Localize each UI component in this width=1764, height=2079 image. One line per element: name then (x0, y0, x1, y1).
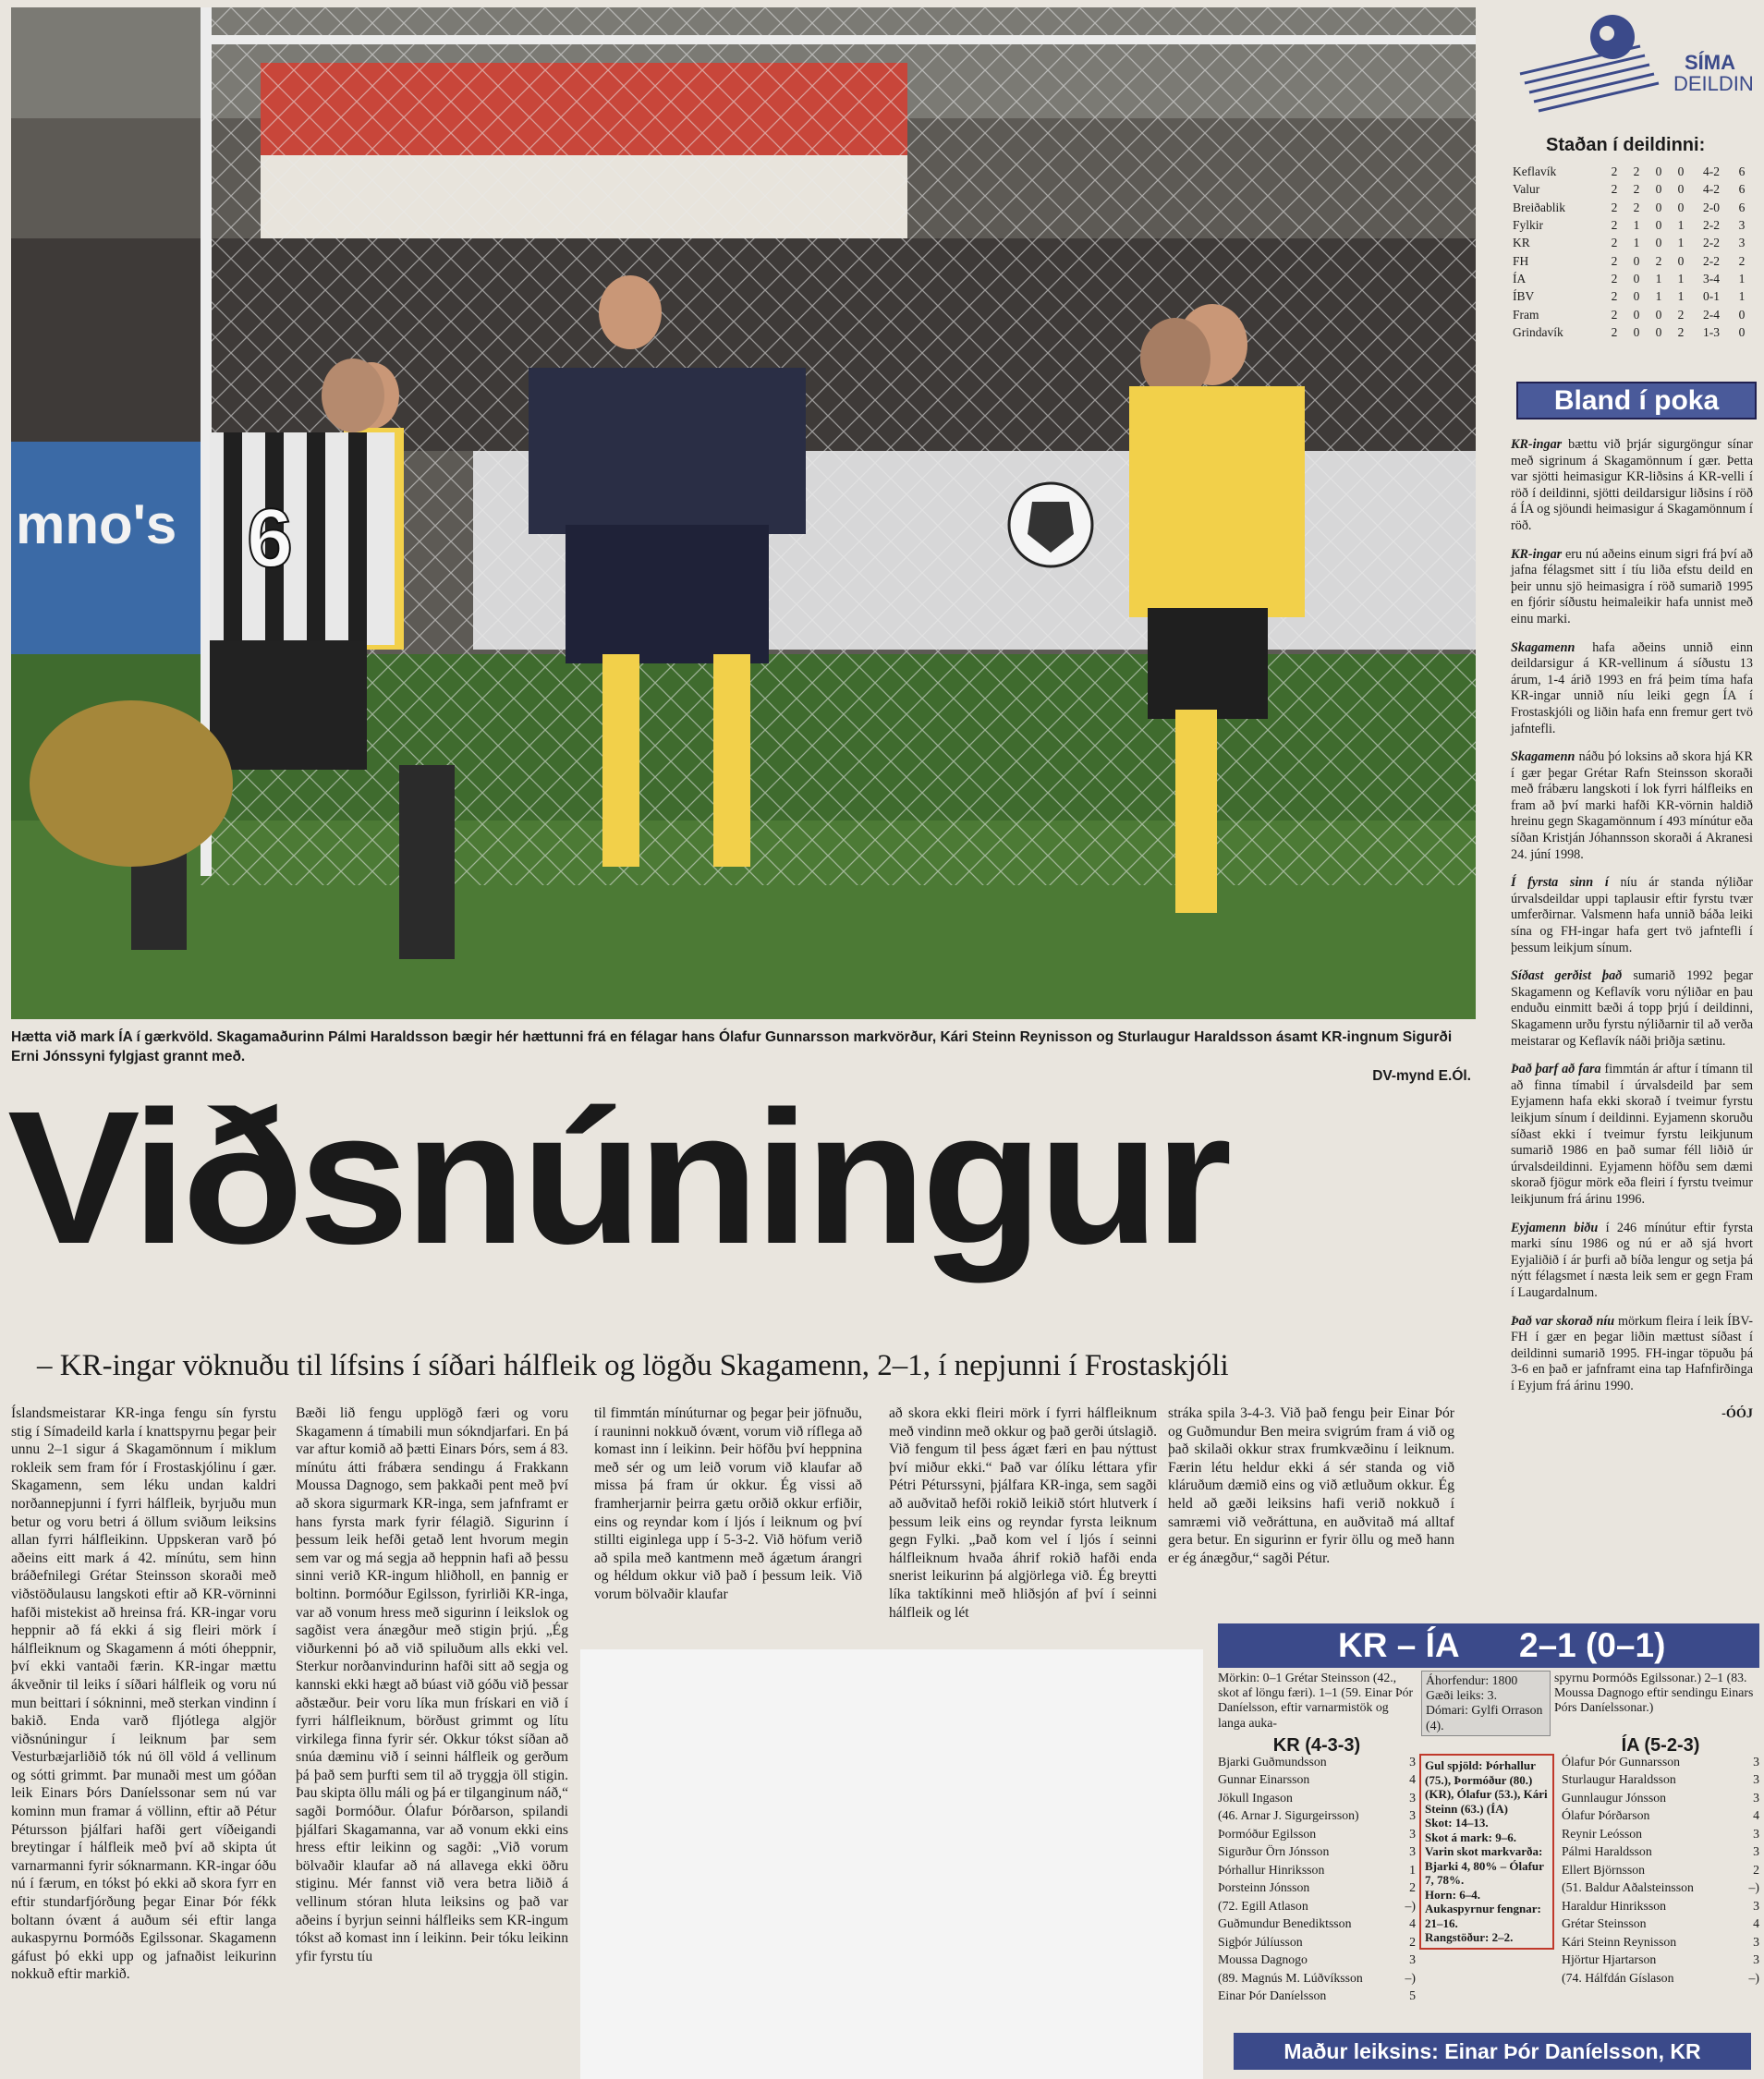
ia-lineup (1562, 1735, 1759, 1988)
logo-line-2: DEILDIN (1673, 72, 1754, 95)
roster-row (1562, 1771, 1759, 1790)
team-name: KR (1513, 236, 1530, 250)
sidebar-note (1511, 437, 1753, 535)
match-box-body (1218, 1671, 1759, 2031)
match-teams: KR – ÍA (1338, 1626, 1460, 1664)
roster-row (1218, 1951, 1416, 1970)
standings-row (1511, 287, 1753, 305)
standings-cell: 2 (1633, 200, 1640, 214)
player-rating: 3 (1409, 1952, 1416, 1967)
roster-row (1562, 1915, 1759, 1934)
subheadline: – KR-ingar vöknuðu til lífsins í síðari hálfleik og lögðu Skagamenn, 2–1, í nepjunni í Frostaskjóli (37, 1349, 1229, 1382)
sidebar-notes (1511, 437, 1753, 1423)
sidebar-note-text: náðu þó loksins að skora hjá KR í gær þegar Grétar Rafn Steinsson skoraði með frábæru langskoti í lok fyrri hálfleiks en fram að því marki hafði KR-vörnin haldið hreinu gegn Skagamönnum í 493 mínútur eða síðan Kristján Jóhannsson skoraði á Akranesi 24. júní 1998. (1511, 749, 1754, 862)
standings-cell: 0 (1677, 200, 1685, 214)
roster-row (1218, 1969, 1416, 1988)
standings-cell: 2 (1611, 307, 1618, 322)
standings-cell: 0 (1655, 218, 1662, 233)
standings-cell: 1 (1677, 289, 1685, 304)
standings-cell: 6 (1738, 200, 1746, 214)
standings-cell: 0 (1738, 324, 1746, 339)
sponsor-board: mno's (16, 493, 177, 555)
sidebar-note (1511, 749, 1753, 863)
standings-cell: 0 (1738, 307, 1746, 322)
sidebar-note-text: fimmtán ár aftur í tímann til að finna tímabil í úrvalsdeild þar sem Eyjamenn hafa ekki skorað í tveimur fyrstu leikjum sínum í deildinni. Eyjamenn skoruðu síðast ekki í tveimur fyrstu leikjunum sumarið 1986 en það sumar féll liðið úr úrvalsdeildinni. Eyjamenn höfðu sem dæmi skorað fjögur mörk eða fleiri í fyrstu tveimur leikjunum frá árinu 1996. (1511, 1062, 1754, 1207)
sidebar-note-text: níu ár standa nýliðar úrvalsdeildar uppi taplausir eftir fyrstu tvær umferðirnar. Valsmenn hafa unnið báða leiki sína og FH-ingar hafa gert tvö jafntefli í þessum leikjum sínum. (1511, 875, 1753, 955)
article-column-2 (296, 1404, 568, 1965)
roster-row (1218, 1879, 1416, 1898)
player-rating: 3 (1409, 1808, 1416, 1823)
standings-cell: 1-3 (1703, 324, 1720, 339)
shirt-number: 6 (247, 492, 294, 585)
roster-row (1218, 1843, 1416, 1862)
article-text: stráka spila 3-4-3. Við það fengu þeir Einar Þór og Guðmundur Ben meira svigrúm fram á við og það skilaði okkur strax frumkvæðinu í leiknum. Færin létu heldur ekki á sér standa og við kláruðum dæmið eins og við ætluðum okkur. Ég held að gæði leiksins hafi verið nokkuð í samræmi við veðráttuna, en auðvitað má alltaf gera betur. En sigurinn er fyrir öllu og með hann er ég ánægður,“ sagði Pétur. (1168, 1405, 1454, 1566)
roster-row (1218, 1807, 1416, 1826)
simadeild-logo (1511, 9, 1758, 125)
sidebar-note-lead: Skagamenn (1511, 639, 1575, 655)
standings-cell: 2 (1655, 253, 1662, 268)
sidebar-note-lead: KR-ingar (1511, 437, 1563, 452)
standings-cell: 2 (1633, 164, 1640, 179)
sidebar-note-text: sumarið 1992 þegar Skagamenn og Keflavík voru nýliðar en þau enduðu einmitt bæði á topp þrjú í deildinni, Skagamenn urðu fyrstu nýliðarnir til að verða meistarar og Keflavík náði þriðja sætinu. (1511, 968, 1753, 1049)
player-name: Reynir Leósson (1562, 1826, 1642, 1841)
match-score: 2–1 (0–1) (1519, 1626, 1666, 1664)
player-name: Einar Þór Daníelsson (1218, 1988, 1327, 2003)
article-column-4 (889, 1404, 1157, 1622)
standings-cell: 0 (1633, 307, 1640, 322)
standings-cell: 6 (1738, 164, 1746, 179)
player-name: Pálmi Haraldsson (1562, 1844, 1652, 1859)
standings-cell: 0 (1655, 200, 1662, 214)
player-rating: 4 (1409, 1772, 1416, 1787)
standings-cell: 1 (1655, 289, 1662, 304)
standings-cell: 3-4 (1703, 271, 1720, 286)
standings-cell: 0 (1677, 253, 1685, 268)
player-rating: 4 (1753, 1916, 1759, 1931)
sidebar-note-lead: Síðast gerðist það (1511, 968, 1623, 984)
player-name: Þorsteinn Jónsson (1218, 1880, 1310, 1895)
player-rating: –) (1748, 1880, 1759, 1895)
player-rating: 5 (1409, 1988, 1416, 2003)
roster-row (1562, 1879, 1759, 1898)
player-name: Sigþór Júlíusson (1218, 1934, 1303, 1949)
team-name: ÍA (1513, 271, 1527, 286)
standings-cell: 3 (1738, 236, 1746, 250)
standings-cell: 0 (1677, 182, 1685, 197)
player-rating: 4 (1753, 1808, 1759, 1823)
roster-row (1218, 1789, 1416, 1807)
player-rating: 3 (1753, 1826, 1759, 1841)
blank-area (580, 1649, 1203, 2079)
match-stats: Gul spjöld: Þórhallur (75.), Þormóður (80.) (KR), Ólafur (53.), Kári Steinn (63.) (ÍA) Skot: 14–13. Skot á mark: 9–6. Varin skot markvarða: Bjarki 4, 80% – Ólafur 7, 78%. Horn: 6–4. Aukaspyrnur fengnar: 21–16. Rangstöður: 2–2. (1419, 1754, 1554, 1950)
standings-cell: 2 (1611, 218, 1618, 233)
standings-cell: 2 (1611, 253, 1618, 268)
standings-cell: 2 (1677, 307, 1685, 322)
standings-row (1511, 234, 1753, 251)
player-rating: 3 (1409, 1790, 1416, 1805)
standings-cell: 2 (1633, 182, 1640, 197)
standings-cell: 2 (1611, 271, 1618, 286)
standings-cell: 0 (1655, 324, 1662, 339)
article-column-5 (1168, 1404, 1454, 1567)
sidebar-note-text: hafa aðeins unnið einn deildarsigur á KR-vellinum á síðustu 13 árum, 1-4 árið 1993 en frá þeim tíma hafa KR-ingar unnið níu leiki gegn ÍA í Frostaskjóli og liðin hafa enn fremur gert tvö jafntefli. (1511, 639, 1754, 736)
sidebar-note-lead: Skagamenn (1511, 749, 1575, 765)
standings-cell: 2-2 (1703, 218, 1720, 233)
player-rating: 1 (1409, 1862, 1416, 1877)
article-column-3 (594, 1404, 862, 1604)
sidebar-note-text: eru nú aðeins einum sigri frá því að jafna félagsmet sitt í tíu liða efstu deild en þeir unnu sjö heimasigra í röð sumarið 1995 en fjórir síðustu heimaleikir hafa unnist með einu marki. (1511, 546, 1754, 626)
standings-cell: 2 (1611, 289, 1618, 304)
player-rating: 3 (1753, 1844, 1759, 1859)
player-name: Sturlaugur Haraldsson (1562, 1772, 1676, 1787)
player-name: Jökull Ingason (1218, 1790, 1293, 1805)
standings-cell: 2-4 (1703, 307, 1720, 322)
roster-row (1562, 1789, 1759, 1807)
standings-cell: 2 (1611, 182, 1618, 197)
standings-cell: 4-2 (1703, 164, 1720, 179)
player-rating: 3 (1409, 1826, 1416, 1841)
standings-row (1511, 305, 1753, 322)
standings-cell: 6 (1738, 182, 1746, 197)
goals-right: spyrnu Þormóðs Egilssonar.) 2–1 (83. Moussa Dagnogo eftir sendingu Einars Þórs Daníelssonar.) (1554, 1671, 1754, 1715)
standings-cell: 0 (1633, 271, 1640, 286)
sidebar-signature: -ÓÓJ (1721, 1406, 1753, 1422)
roster-row (1562, 1753, 1759, 1771)
team-name: Grindavík (1513, 324, 1563, 339)
roster-row (1562, 1933, 1759, 1951)
sidebar-note (1511, 968, 1753, 1050)
player-name: Þormóður Egilsson (1218, 1826, 1317, 1841)
standings-row (1511, 216, 1753, 234)
player-name: (89. Magnús M. Lúðvíksson (1218, 1970, 1363, 1985)
team-name: Valur (1513, 182, 1540, 197)
player-name: Guðmundur Benediktsson (1218, 1916, 1352, 1931)
player-rating: 3 (1753, 1898, 1759, 1913)
player-name: Grétar Steinsson (1562, 1916, 1647, 1931)
team-name: Keflavík (1513, 164, 1557, 179)
player-name: Ellert Björnsson (1562, 1862, 1646, 1877)
standings-cell: 1 (1677, 236, 1685, 250)
standings-cell: 0 (1677, 164, 1685, 179)
player-name: (46. Arnar J. Sigurgeirsson) (1218, 1808, 1359, 1823)
standings-cell: 1 (1738, 271, 1746, 286)
roster-row (1562, 1807, 1759, 1826)
sidebar-note (1511, 1314, 1753, 1395)
player-rating: 3 (1753, 1952, 1759, 1967)
standings-title: Staðan í deildinni: (1546, 135, 1706, 155)
logo-line-1: SÍMA (1685, 51, 1735, 74)
standings-row (1511, 270, 1753, 287)
standings-cell: 2-2 (1703, 236, 1720, 250)
player-name: Moussa Dagnogo (1218, 1952, 1308, 1967)
roster-row (1218, 1988, 1416, 2006)
sidebar-note-text: mörkum fleira í leik ÍBV-FH í gær en þegar liðin mættust síðast í deildinni sumarið 1995. FH-ingar töpuðu þá 3-6 en það er jafnframt eina tap Hafnfirðinga í Eyjum frá árinu 1990. (1511, 1313, 1754, 1393)
roster-row (1562, 1861, 1759, 1879)
player-rating: 3 (1753, 1754, 1759, 1769)
sidebar-note (1511, 547, 1753, 628)
player-name: (51. Baldur Aðalsteinsson (1562, 1880, 1694, 1895)
player-name: Bjarki Guðmundsson (1218, 1754, 1327, 1769)
match-box-header (1218, 1623, 1759, 1668)
standings-cell: 1 (1677, 218, 1685, 233)
sidebar-note (1511, 640, 1753, 738)
man-of-the-match: Maður leiksins: Einar Þór Daníelsson, KR (1234, 2033, 1751, 2070)
sidebar-note (1511, 1221, 1753, 1302)
standings-row (1511, 199, 1753, 216)
team-name: FH (1513, 253, 1529, 268)
player-rating: –) (1405, 1970, 1416, 1985)
player-name: Gunnar Einarsson (1218, 1772, 1310, 1787)
player-rating: –) (1405, 1898, 1416, 1913)
photo-credit: DV-mynd E.Ól. (1372, 1068, 1471, 1084)
sidebar-note-lead: Í fyrsta sinn í (1511, 875, 1609, 891)
player-name: (72. Egill Atlason (1218, 1898, 1308, 1913)
caption-text: Hætta við mark ÍA í gærkvöld. Skagamaðurinn Pálmi Haraldsson bægir hér hættunni frá en félagar hans Ólafur Gunnarsson markvörður, Kári Steinn Reynisson og Sturlaugur Haraldsson ásamt KR-ingnum Sigurði Erni Jónssyni fylgjast grannt með. (11, 1029, 1453, 1064)
standings-cell: 0 (1655, 307, 1662, 322)
roster-row (1218, 1771, 1416, 1790)
standings-row (1511, 180, 1753, 198)
sidebar-note-lead: Eyjamenn biðu (1511, 1220, 1599, 1235)
player-name: Hjörtur Hjartarson (1562, 1952, 1657, 1967)
player-rating: 3 (1409, 1754, 1416, 1769)
roster-row (1218, 1753, 1416, 1771)
standings-cell: 1 (1655, 271, 1662, 286)
player-rating: 3 (1409, 1844, 1416, 1859)
standings-cell: 2 (1611, 200, 1618, 214)
standings-cell: 2 (1611, 236, 1618, 250)
standings-cell: 2 (1677, 324, 1685, 339)
sidebar-note-text: bættu við þrjár sigurgöngur sínar með sigrinum á Skagamönnum í gær. Þetta var sjötti heimasigur KR-liðsins á KR-velli í röð í deildinni, sjötti deildarsigur liðsins í röð á ÍA og sjöundi heimasigur á Skagamönnum í röð. (1511, 437, 1753, 533)
player-rating: 2 (1409, 1880, 1416, 1895)
standings-cell: 2-2 (1703, 253, 1720, 268)
team-name: Fram (1513, 307, 1539, 322)
standings-cell: 3 (1738, 218, 1746, 233)
player-rating: 2 (1753, 1862, 1759, 1877)
sidebar-note (1511, 875, 1753, 956)
roster-row (1218, 1933, 1416, 1951)
player-name: (74. Hálfdán Gíslason (1562, 1970, 1674, 1985)
goals-left: Mörkin: 0–1 Grétar Steinsson (42., skot af löngu færi). 1–1 (59. Einar Þór Daníelsson, eftir varnarmistök og langa auka- (1218, 1671, 1414, 1730)
standings-cell: 1 (1738, 289, 1746, 304)
roster-row (1218, 1861, 1416, 1879)
sidebar-note-lead: KR-ingar (1511, 546, 1563, 562)
standings-cell: 1 (1633, 218, 1640, 233)
player-rating: –) (1748, 1970, 1759, 1985)
standings-row (1511, 163, 1753, 180)
kr-lineup-header: KR (4-3-3) (1272, 1735, 1361, 1756)
player-name: Kári Steinn Reynisson (1562, 1934, 1677, 1949)
match-info: Áhorfendur: 1800 Gæði leiks: 3. Dómari: Gylfi Orrason (4). (1421, 1671, 1551, 1736)
standings-row (1511, 251, 1753, 269)
roster-row (1562, 1897, 1759, 1915)
roster-row (1218, 1915, 1416, 1934)
standings-row (1511, 323, 1753, 341)
roster-row (1218, 1897, 1416, 1915)
standings-cell: 0 (1655, 182, 1662, 197)
player-rating: 4 (1409, 1916, 1416, 1931)
match-photo (11, 7, 1476, 1019)
sidebar-note-lead: Það þarf að fara (1511, 1062, 1601, 1077)
standings-cell: 2-0 (1703, 200, 1720, 214)
player-rating: 3 (1753, 1772, 1759, 1787)
ia-lineup-header: ÍA (5-2-3) (1621, 1735, 1700, 1756)
player-rating: 3 (1753, 1790, 1759, 1805)
article-text: Bæði lið fengu upplögð færi og voru Skagamenn á tímabili mun sókndjarfari. En þá var aftur komið að þætti Einars Þórs, sem á 83. mínútu átti frábæra sendingu á Frakkann Moussa Dagnogo, sem þakkaði pent með því að skora sigurmark KR-inga, sem jafnframt er hans fyrsta mark fyrir félagið. Sigurinn í þessum leik hefði getað lent hvorum megin sem var og má segja að heppnin hafi að þessu sinni verið KR-ingum hliðholl, en þannig er boltinn. Þormóður Egilsson, fyrirliði KR-inga, var að vonum hress með sigurinn í leikslok og sagðist vera ánægður með stigin þrjú. „Ég viðurkenni þó að við spiluðum alls ekki vel. Sterkur norðanvindurinn hafði sitt að segja og kannski ekki hægt að búast við góðu við þessar aðstæður. Þeir voru líka mun frískari en við í fyrri hálfleiknum, börðust grimmt og lítu virkilega finna fyrir sér. Okkur tókst síðan að snúa dæminu við í seinni hálfleik og gerðum þá það sem þurfti sem til að tryggja öll stigin. Þau skipta öllu máli og þá er tilganginum náð,“ sagði Þormóður. Ólafur Þórðarson, spilandi þjálfari Skagamanna, var að vonum ekki eins hress eftir leikinn og sagði: „Við vorum bölvaðir klaufar að ná allavega ekki öðru stiginu. Mér fannst við vera betra liðið á vellinum stóran hluta leiksins og það var aðeins í byrjun seinni hálfleiks sem KR-ingum tókst að komast inn í leikinn. Þeir tóku leikinn yfir fyrstu tíu (296, 1405, 568, 1964)
sidebar-note-text: í 246 mínútur eftir fyrsta marki sínu 1986 og nú er að sjá hvort Eyjaliðið í ár þurfi að bíða lengur og setja þá nýtt félagsmet í næsta leik sem er gegn Fram í Laugardalnum. (1511, 1220, 1753, 1300)
standings-cell: 0-1 (1703, 289, 1720, 304)
team-name: Breiðablik (1513, 200, 1565, 214)
sidebar-note-lead: Það var skorað níu (1511, 1313, 1615, 1329)
standings-cell: 4-2 (1703, 182, 1720, 197)
player-name: Gunnlaugur Jónsson (1562, 1790, 1667, 1805)
player-name: Sigurður Örn Jónsson (1218, 1844, 1330, 1859)
standings-table (1511, 163, 1753, 341)
roster-row (1562, 1951, 1759, 1970)
standings-cell: 0 (1633, 253, 1640, 268)
article-text: Íslandsmeistarar KR-inga fengu sín fyrstu stig í Símadeild karla í knattspyrnu þegar þeir unnu 2–1 sigur á Skagamönnum í miklum rokleik sem fram fór í Frostaskjólinu í gær. Skagamenn, sem léku undan kaldri norðannepjunni í fyrri hálfleik, byrjuðu mun betur og voru betri á öllum sviðum leiksins allan fyrri hálfleikinn. Uppskeran varð þó aðeins eitt mark á 42. mínútu, sem hinn bráðefnilegi Grétar Steinsson skoraði með viðstöðulausu langskoti eftir að KR-vörninni hafði mistekist að hreinsa frá. KR-ingar voru heppnir að fá ekki á sig fleiri mörk í hálfleiknum og Skagamenn á móti óheppnir, því ekki vantaði færin. KR-ingar mættu ákveðnir til leiks í síðari hálfleik og voru nú mun beittari í sókninni, með sterkan vindinn í bakið. Enda varð fljótlega algjör viðsnúningur í leiknum þar sem Vesturbæjarliðið tók nú öll völd á vellinum og sótti grimmt. Þar munaði mest um góðan leik Einars Þórs Daníelssonar sem nú var kominn mun framar á völlinn, eftir að Pétur Pétursson þjálfari hafði gert víðeigandi breytingar í hálfleik með því að skipta út varnarmanni fyrir sóknarmann. KR-ingar óðu nú í færum, en tókst þó ekki að skora fyrr en eftir stundarfjórðung þegar Einar Þór fékk boltann óvænt á auðum séi eftir langa aukaspyrnu Þormóðs Egilssonar. Skagamenn gáfust þó ekki upp og jafnaðist leikurinn nokkuð eftir markið. (11, 1405, 276, 1983)
standings-cell: 1 (1677, 271, 1685, 286)
standings-cell: 1 (1633, 236, 1640, 250)
player-name: Þórhallur Hinriksson (1218, 1862, 1325, 1877)
standings-cell: 0 (1655, 236, 1662, 250)
article-text: til fimmtán mínúturnar og þegar þeir jöfnuðu, í rauninni nokkuð óvænt, vorum við ríflega að komast inn í leikinn. Þeir höfðu því heppnina með sér og um leið vorum við klaufar að missa þá fram úr okkur. Ég vissi að framherjarnir þeirra gætu orðið okkur erfiðir, eins og reyndar kom í ljós í leiknum og því stillti eiginlega upp í 5-3-2. Við höfum verið að spila með kantmenn með ágætum árangri og héldum okkur við það í þessum leik. Við vorum bölvaðir klaufar (594, 1405, 862, 1602)
kr-lineup (1218, 1735, 1416, 2005)
player-name: Haraldur Hinriksson (1562, 1898, 1667, 1913)
player-name: Ólafur Þór Gunnarsson (1562, 1754, 1680, 1769)
standings-cell: 2 (1611, 324, 1618, 339)
standings-cell: 2 (1738, 253, 1746, 268)
headline: Viðsnúningur (7, 1072, 1228, 1283)
article-column-1 (11, 1404, 276, 1984)
player-rating: 2 (1409, 1934, 1416, 1949)
roster-row (1218, 1825, 1416, 1843)
team-name: Fylkir (1513, 218, 1544, 233)
player-name: Ólafur Þórðarson (1562, 1808, 1650, 1823)
article-text: að skora ekki fleiri mörk í fyrri hálfleiknum með vindinn með okkur og það gerði útslagið. Við fengum til þess ágæt færi en þau nýttust því miður ekki.“ Það var ólíku léttara yfir Pétri Péturssyni, þjálfara KR-inga, sem sagði að auðvitað hefði rokið leikið stórt hlutverk í þessum leik eins og reyndar fyrsta leiknum gegn Fylki. „Það kom vel í ljós í seinni hálfleiknum hvaða áhrif rokið hafði enda snerist leikurinn þá algjörlega við. Ég breytti líka taktíkinni með hliðsjón af því í seinni hálfleik og lét (889, 1405, 1157, 1621)
standings-cell: 0 (1633, 289, 1640, 304)
sidebar-note (1511, 1062, 1753, 1208)
bland-i-poka-title: Bland í poka (1516, 382, 1757, 419)
standings-cell: 0 (1633, 324, 1640, 339)
standings-cell: 2 (1611, 164, 1618, 179)
team-name: ÍBV (1513, 289, 1535, 304)
standings-cell: 0 (1655, 164, 1662, 179)
player-rating: 3 (1753, 1934, 1759, 1949)
roster-row (1562, 1843, 1759, 1862)
roster-row (1562, 1825, 1759, 1843)
roster-row (1562, 1969, 1759, 1988)
